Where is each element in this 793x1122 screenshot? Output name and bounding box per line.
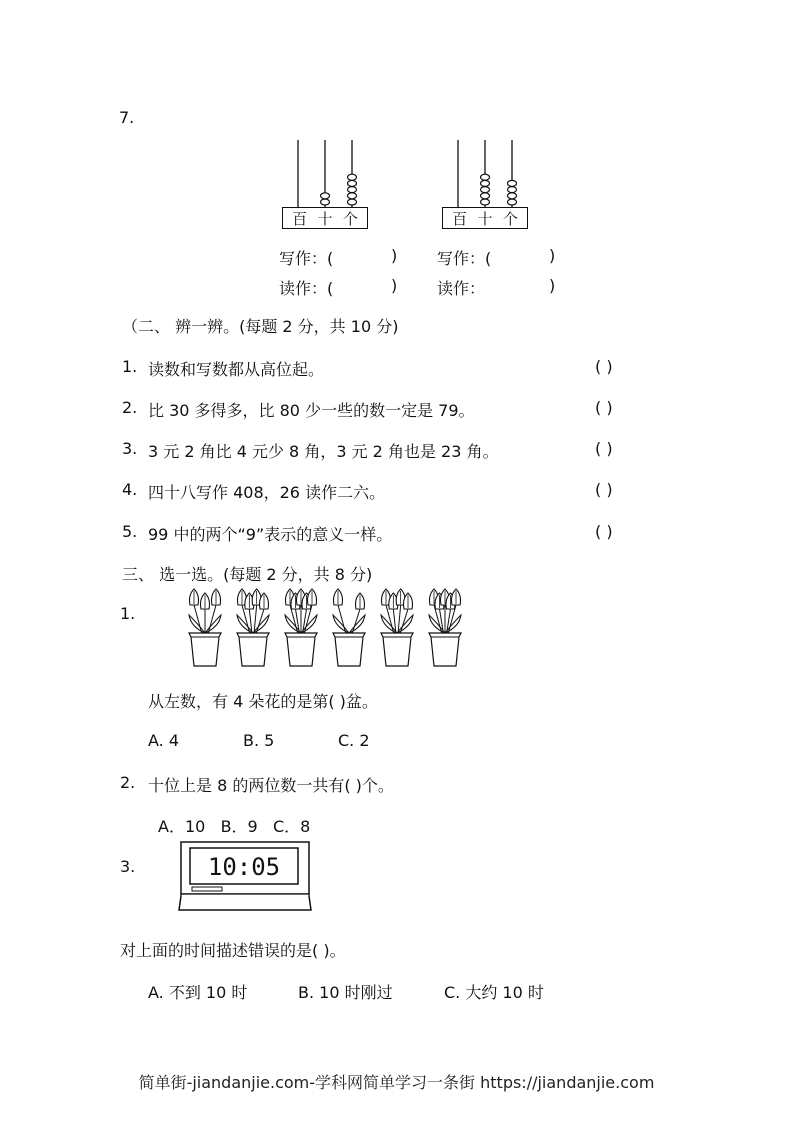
item-number: 3. xyxy=(122,439,138,458)
abacus-bead xyxy=(508,199,517,205)
right-read-close: ) xyxy=(549,276,556,295)
item-number: 5. xyxy=(122,522,138,541)
abacus-bead xyxy=(348,199,357,205)
abacus-right-place-labels xyxy=(442,207,528,229)
abacus-right xyxy=(440,138,530,233)
item-number: 1. xyxy=(122,357,138,376)
flower-pot xyxy=(189,589,221,666)
answer-paren: ( ) xyxy=(595,398,613,417)
flower-pot xyxy=(333,589,365,666)
answer-paren: ( ) xyxy=(595,357,613,376)
s3-q3-option-a: A. 不到 10 时 xyxy=(148,983,248,1002)
s3-q1-number: 1. xyxy=(120,604,136,623)
s3-q1-question: 从左数，有 4 朵花的是第( )盆。 xyxy=(148,692,378,711)
item-text: 比 30 多得多，比 80 少一些的数一定是 79。 xyxy=(148,401,475,420)
digital-clock-illustration xyxy=(178,840,312,912)
s3-q3-number: 3. xyxy=(120,857,136,876)
label-ones: 个 xyxy=(502,209,518,228)
section-2-heading: （二、 辨一辨。(每题 2 分，共 10 分) xyxy=(122,317,399,336)
right-read-label: 读作： xyxy=(437,279,486,298)
abacus-bead xyxy=(348,187,357,193)
s3-q1-option-c: C. 2 xyxy=(338,731,370,750)
right-write-close: ) xyxy=(549,246,556,265)
abacus-bead xyxy=(508,180,517,186)
s3-q1-option-a: A. 4 xyxy=(148,731,180,750)
abacus-bead xyxy=(508,187,517,193)
flower-pots-illustration xyxy=(185,587,485,667)
item-number: 2. xyxy=(122,398,138,417)
answer-paren: ( ) xyxy=(595,480,613,499)
abacus-left-place-labels xyxy=(282,207,368,229)
abacus-bead xyxy=(348,193,357,199)
item-number: 4. xyxy=(122,480,138,499)
label-tens: 十 xyxy=(477,209,493,228)
clock-display: 10:05 xyxy=(207,853,281,881)
abacus-bead xyxy=(348,180,357,186)
flower-pot xyxy=(237,589,269,666)
label-hundreds: 百 xyxy=(292,209,308,228)
abacus-bead xyxy=(481,199,490,205)
abacus-left xyxy=(280,138,370,233)
right-write-label: 写作：( xyxy=(437,249,492,268)
left-read-label: 读作：( xyxy=(279,279,334,298)
abacus-bead xyxy=(481,187,490,193)
left-read-close: ) xyxy=(391,276,398,295)
abacus-bead xyxy=(481,174,490,180)
flower-pot xyxy=(285,589,317,666)
s3-q2-options: A．10 B．9 C．8 xyxy=(158,817,311,836)
abacus-bead xyxy=(481,180,490,186)
abacus-right-rods xyxy=(440,138,530,208)
abacus-bead xyxy=(508,193,517,199)
answer-paren: ( ) xyxy=(595,439,613,458)
item-text: 3 元 2 角比 4 元少 8 角，3 元 2 角也是 23 角。 xyxy=(148,442,499,461)
abacus-left-rods xyxy=(280,138,370,208)
abacus-bead xyxy=(321,199,330,205)
abacus-bead xyxy=(321,193,330,199)
s3-q2-question: 十位上是 8 的两位数一共有( )个。 xyxy=(148,776,394,795)
answer-paren: ( ) xyxy=(595,522,613,541)
abacus-bead xyxy=(348,174,357,180)
item-text: 99 中的两个“9”表示的意义一样。 xyxy=(148,525,393,544)
s3-q3-option-c: C. 大约 10 时 xyxy=(444,983,544,1002)
left-write-label: 写作：( xyxy=(279,249,334,268)
question-number-7: 7. xyxy=(119,108,135,127)
label-tens: 十 xyxy=(317,209,333,228)
flower-pot xyxy=(381,589,413,666)
s3-q3-question: 对上面的时间描述错误的是( )。 xyxy=(120,941,346,960)
s3-q1-option-b: B. 5 xyxy=(243,731,275,750)
label-hundreds: 百 xyxy=(452,209,468,228)
page-footer: 简单街-jiandanjie.com-学科网简单学习一条街 https://jiandanjie.com xyxy=(138,1073,655,1092)
left-write-close: ) xyxy=(391,246,398,265)
label-ones: 个 xyxy=(342,209,358,228)
s3-q2-number: 2. xyxy=(120,773,136,792)
abacus-bead xyxy=(481,193,490,199)
section-3-heading: 三、 选一选。(每题 2 分，共 8 分) xyxy=(122,565,373,584)
item-text: 读数和写数都从高位起。 xyxy=(148,360,325,379)
flower-pot xyxy=(429,589,461,666)
s3-q3-option-b: B. 10 时刚过 xyxy=(298,983,393,1002)
item-text: 四十八写作 408，26 读作二六。 xyxy=(148,483,386,502)
